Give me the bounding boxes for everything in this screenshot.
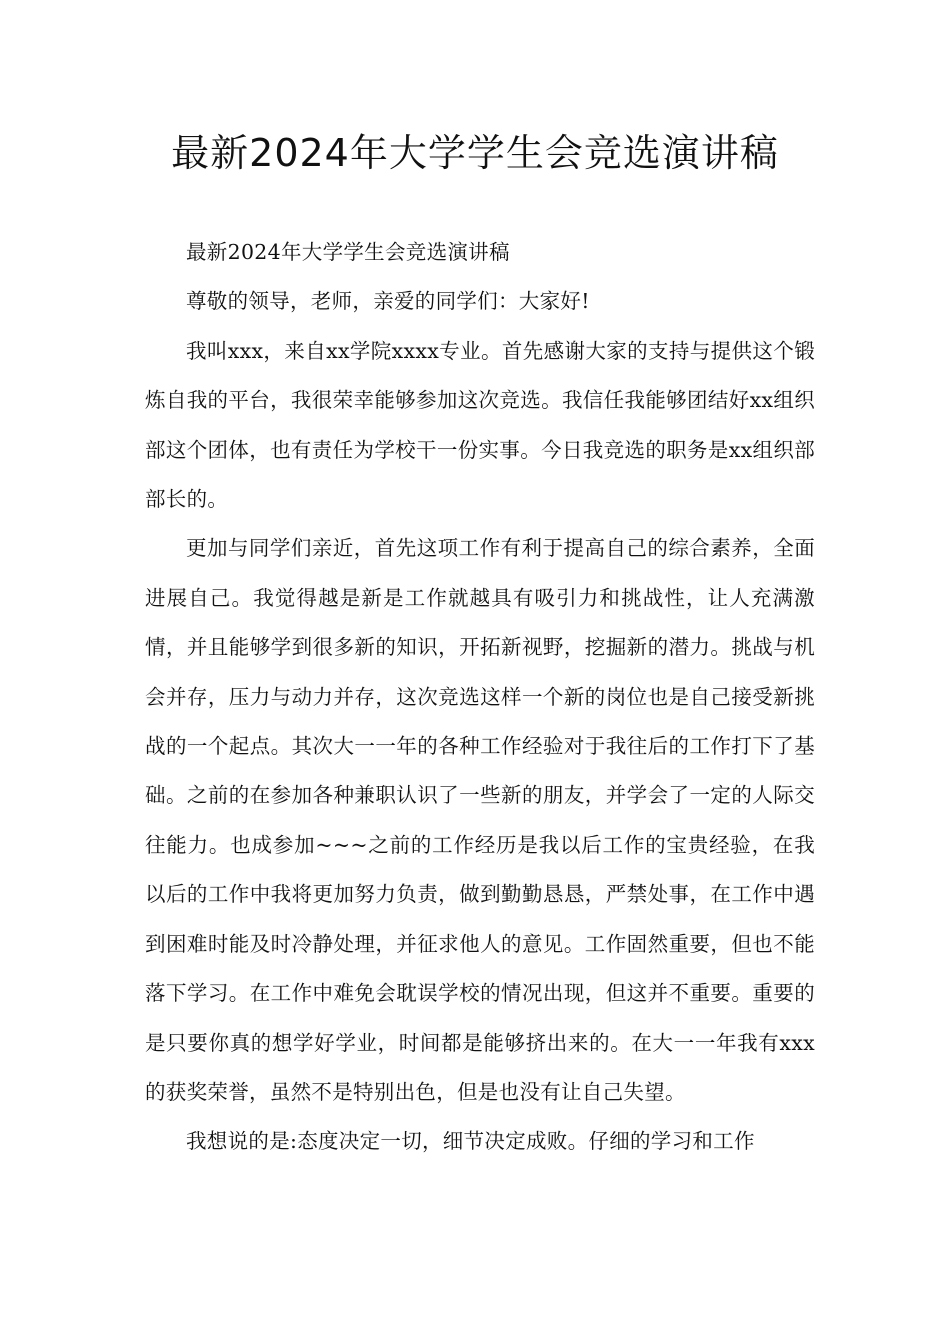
document-body [145, 228, 815, 1167]
document-title: 最新2024年大学学生会竞选演讲稿 [171, 131, 779, 175]
paragraph-subtitle: 最新2024年大学学生会竞选演讲稿 [186, 240, 510, 264]
paragraph-closing: 我想说的是:态度决定一切，细节决定成败。仔细的学习和工作 [186, 1129, 755, 1154]
paragraph-greeting: 尊敬的领导，老师，亲爱的同学们：大家好! [186, 289, 590, 314]
paragraph-introduction: 我叫xxx，来自xx学院xxxx专业。首先感谢大家的支持与提供这个锻炼自我的平台，我很荣幸能够参加这次竞选。我信任我能够团结好xx组织部这个团体，也有责任为学校干一份实事。今日我竞选的职务是xx组织部部长的。 [145, 338, 815, 512]
paragraph-motivation: 更加与同学们亲近，首先这项工作有利于提高自己的综合素养，全面进展自己。我觉得越是新是工作就越具有吸引力和挑战性，让人充满激情，并且能够学到很多新的知识，开拓新视野，挖掘新的潜力。挑战与机会并存，压力与动力并存，这次竞选这样一个新的岗位也是自己接受新挑战的一个起点。其次大一一年的各种工作经验对于我往后的工作打下了基础。之前的在参加各种兼职认识了一些新的朋友，并学会了一定的人际交往能力。也成参加~~~之前的工作经历是我以后工作的宝贵经验，在我以后的工作中我将更加努力负责，做到勤勤恳恳，严禁处事，在工作中遇到困难时能及时冷静处理，并征求他人的意见。工作固然重要，但也不能落下学习。在工作中难免会耽误学校的情况出现，但这并不重要。重要的是只要你真的想学好学业，时间都是能够挤出来的。在大一一年我有xxx的获奖荣誉，虽然不是特别出色，但是也没有让自己失望。 [145, 536, 815, 1104]
